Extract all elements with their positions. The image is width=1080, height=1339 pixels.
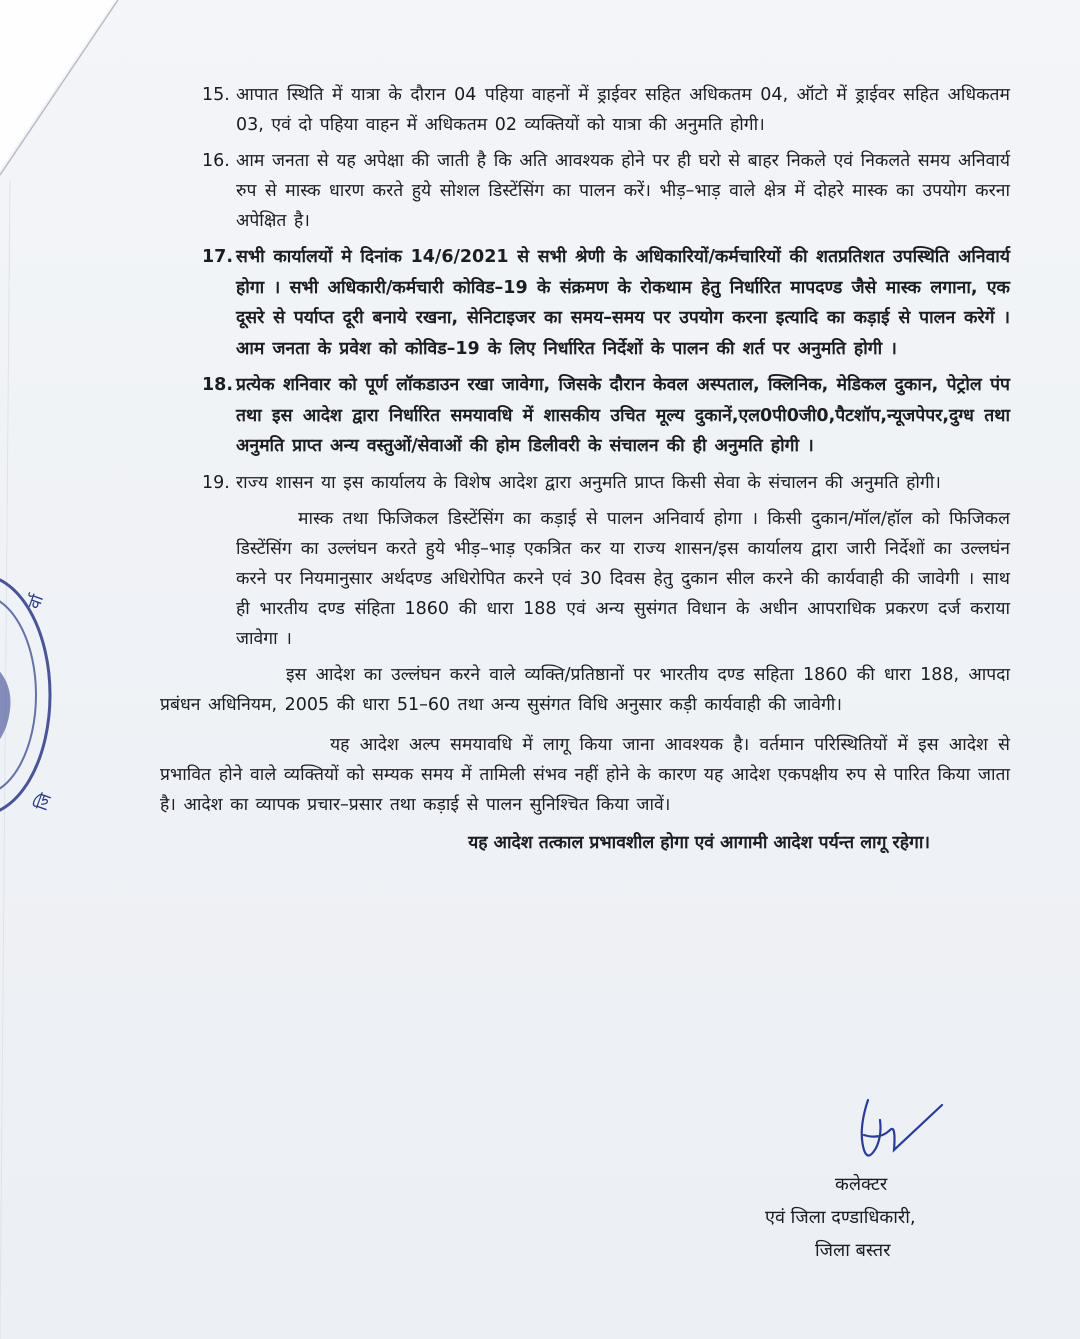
item-text: आपात स्थिति में यात्रा के दौरान 04 पहिया वाहनों में ड्राईवर सहित अधिकतम 04, ऑटो में ड्राईवर सहित अधिकतम 03, एवं दो पहिया वाहन में अधिकतम 02 व्यक्तियों को यात्रा की अनुमति होगी। xyxy=(236,85,1010,135)
item-number: 17. xyxy=(202,247,234,267)
item-text: सभी कार्यालयों मे दिनांक 14/6/2021 से सभी श्रेणी के अधिकारियों/कर्मचारियों की शतप्रतिशत उपस्थिति अनिवार्य होगा । सभी अधिकारी/कर्मचारी कोविड–19 के संक्रमण के रोकथाम हेतु निर्धारित मापदण्ड जैसे मास्क लगाना, एक दूसरे से पर्याप्त दूरी बनाये रखना, सेनिटाइजर का समय–समय पर उपयोग करना इत्यादि का कड़ाई से पालन करेगें । आम जनता के प्रवेश को कोविड–19 के लिए निर्धारित निर्देशों के पालन की शर्त पर अनुमति होगी । xyxy=(236,247,1011,359)
list-item-17 xyxy=(160,242,1010,364)
item-number: 16. xyxy=(202,151,230,171)
item-text: प्रत्येक शनिवार को पूर्ण लॉकडाउन रखा जावेगा, जिसके दौरान केवल अस्पताल, क्लिनिक, मेडिकल दुकान, पेट्रोल पंप तथा इस आदेश द्वारा निर्धारित समयावधि में शासकीय उचित मूल्य दुकानें,एल0पी0जी0,पैटशॉप,न्यूजपेपर,दुग्ध तथा अनुमति प्राप्त अन्य वस्तुओं/सेवाओं की होम डिलीवरी के संचालन की ही अनुमति होगी । xyxy=(236,375,1010,456)
list-item-19 xyxy=(160,468,1010,498)
list-item-15 xyxy=(160,80,1010,140)
final-statement: यह आदेश तत्काल प्रभावशील होगा एवं आगामी आदेश पर्यन्त लागू रहेगा। xyxy=(468,832,930,853)
list-item-16 xyxy=(160,146,1010,236)
item-number: 19. xyxy=(202,472,230,493)
stamp-text-bottom: जि xyxy=(31,790,57,814)
signature-mark xyxy=(850,1090,950,1170)
item-number: 18. xyxy=(202,375,234,395)
paragraph-violation: इस आदेश का उल्लंघन करने वाले व्यक्ति/प्रतिष्ठानों पर भारतीय दण्ड सहिता 1860 की धारा 188, आपदा प्रबंधन अधिनियम, 2005 की धारा 51–60 तथा अन्य सुसंगत विधि अनुसार कड़ी कार्यवाही की जावेगी। xyxy=(160,664,1010,715)
paragraph-urgency: यह आदेश अल्प समयावधि में लागू किया जाना आवश्यक है। वर्तमान परिस्थितियों में इस आदेश से प्रभावित होने वाले व्यक्तियों को सम्यक समय में तामिली संभव नहीं होने के कारण यह आदेश एकपक्षीय रुप से पारित किया जाता है। आदेश का व्यापक प्रचार–प्रसार तथा कड़ाई से पालन सुनिश्चित किया जावें। xyxy=(160,734,1010,815)
list-item-18 xyxy=(160,370,1010,462)
paragraph-mask-distancing: मास्क तथा फिजिकल डिस्टेंसिंग का कड़ाई से पालन अनिवार्य होगा । किसी दुकान/मॉल/हॉल को फिजिकल डिस्टेंसिंग का उल्लंघन करते हुये भीड़–भाड़ एकत्रित कर या राज्य शासन/इस कार्यालय द्वारा जारी निर्देशों का उल्लघंन करने पर नियमानुसार अर्थदण्ड अधिरोपित करने एवं 30 दिवस हेतु दुकान सील करने की कार्यवाही की जावेगी । साथ ही भारतीय दण्ड संहिता 1860 की धारा 188 एवं अन्य सुसंगत विधान के अधीन आपराधिक प्रकरण दर्ज कराया जावेगा । xyxy=(236,508,1010,649)
signatory-subtitle: एवं जिला दण्डाधिकारी, xyxy=(765,1207,916,1228)
signatory-title: कलेक्टर xyxy=(835,1174,888,1195)
signature-block xyxy=(735,1168,995,1267)
item-text: राज्य शासन या इस कार्यालय के विशेष आदेश द्वारा अनुमति प्राप्त किसी सेवा के संचालन की अनुमति होगी। xyxy=(236,472,941,493)
signatory-place: जिला बस्तर xyxy=(815,1240,891,1261)
item-text: आम जनता से यह अपेक्षा की जाती है कि अति आवश्यक होने पर ही घरो से बाहर निकले एवं निकलते समय अनिवार्य रुप से मास्क धारण करते हुये सोशल डिस्टेंसिंग का पालन करें। भीड़–भाड़ वाले क्षेत्र में दोहरे मास्क का उपयोग करना अपेक्षित है। xyxy=(236,151,1010,231)
item-number: 15. xyxy=(202,85,230,105)
stamp-text-top: र्वा xyxy=(24,592,49,612)
document-body xyxy=(160,80,1010,854)
